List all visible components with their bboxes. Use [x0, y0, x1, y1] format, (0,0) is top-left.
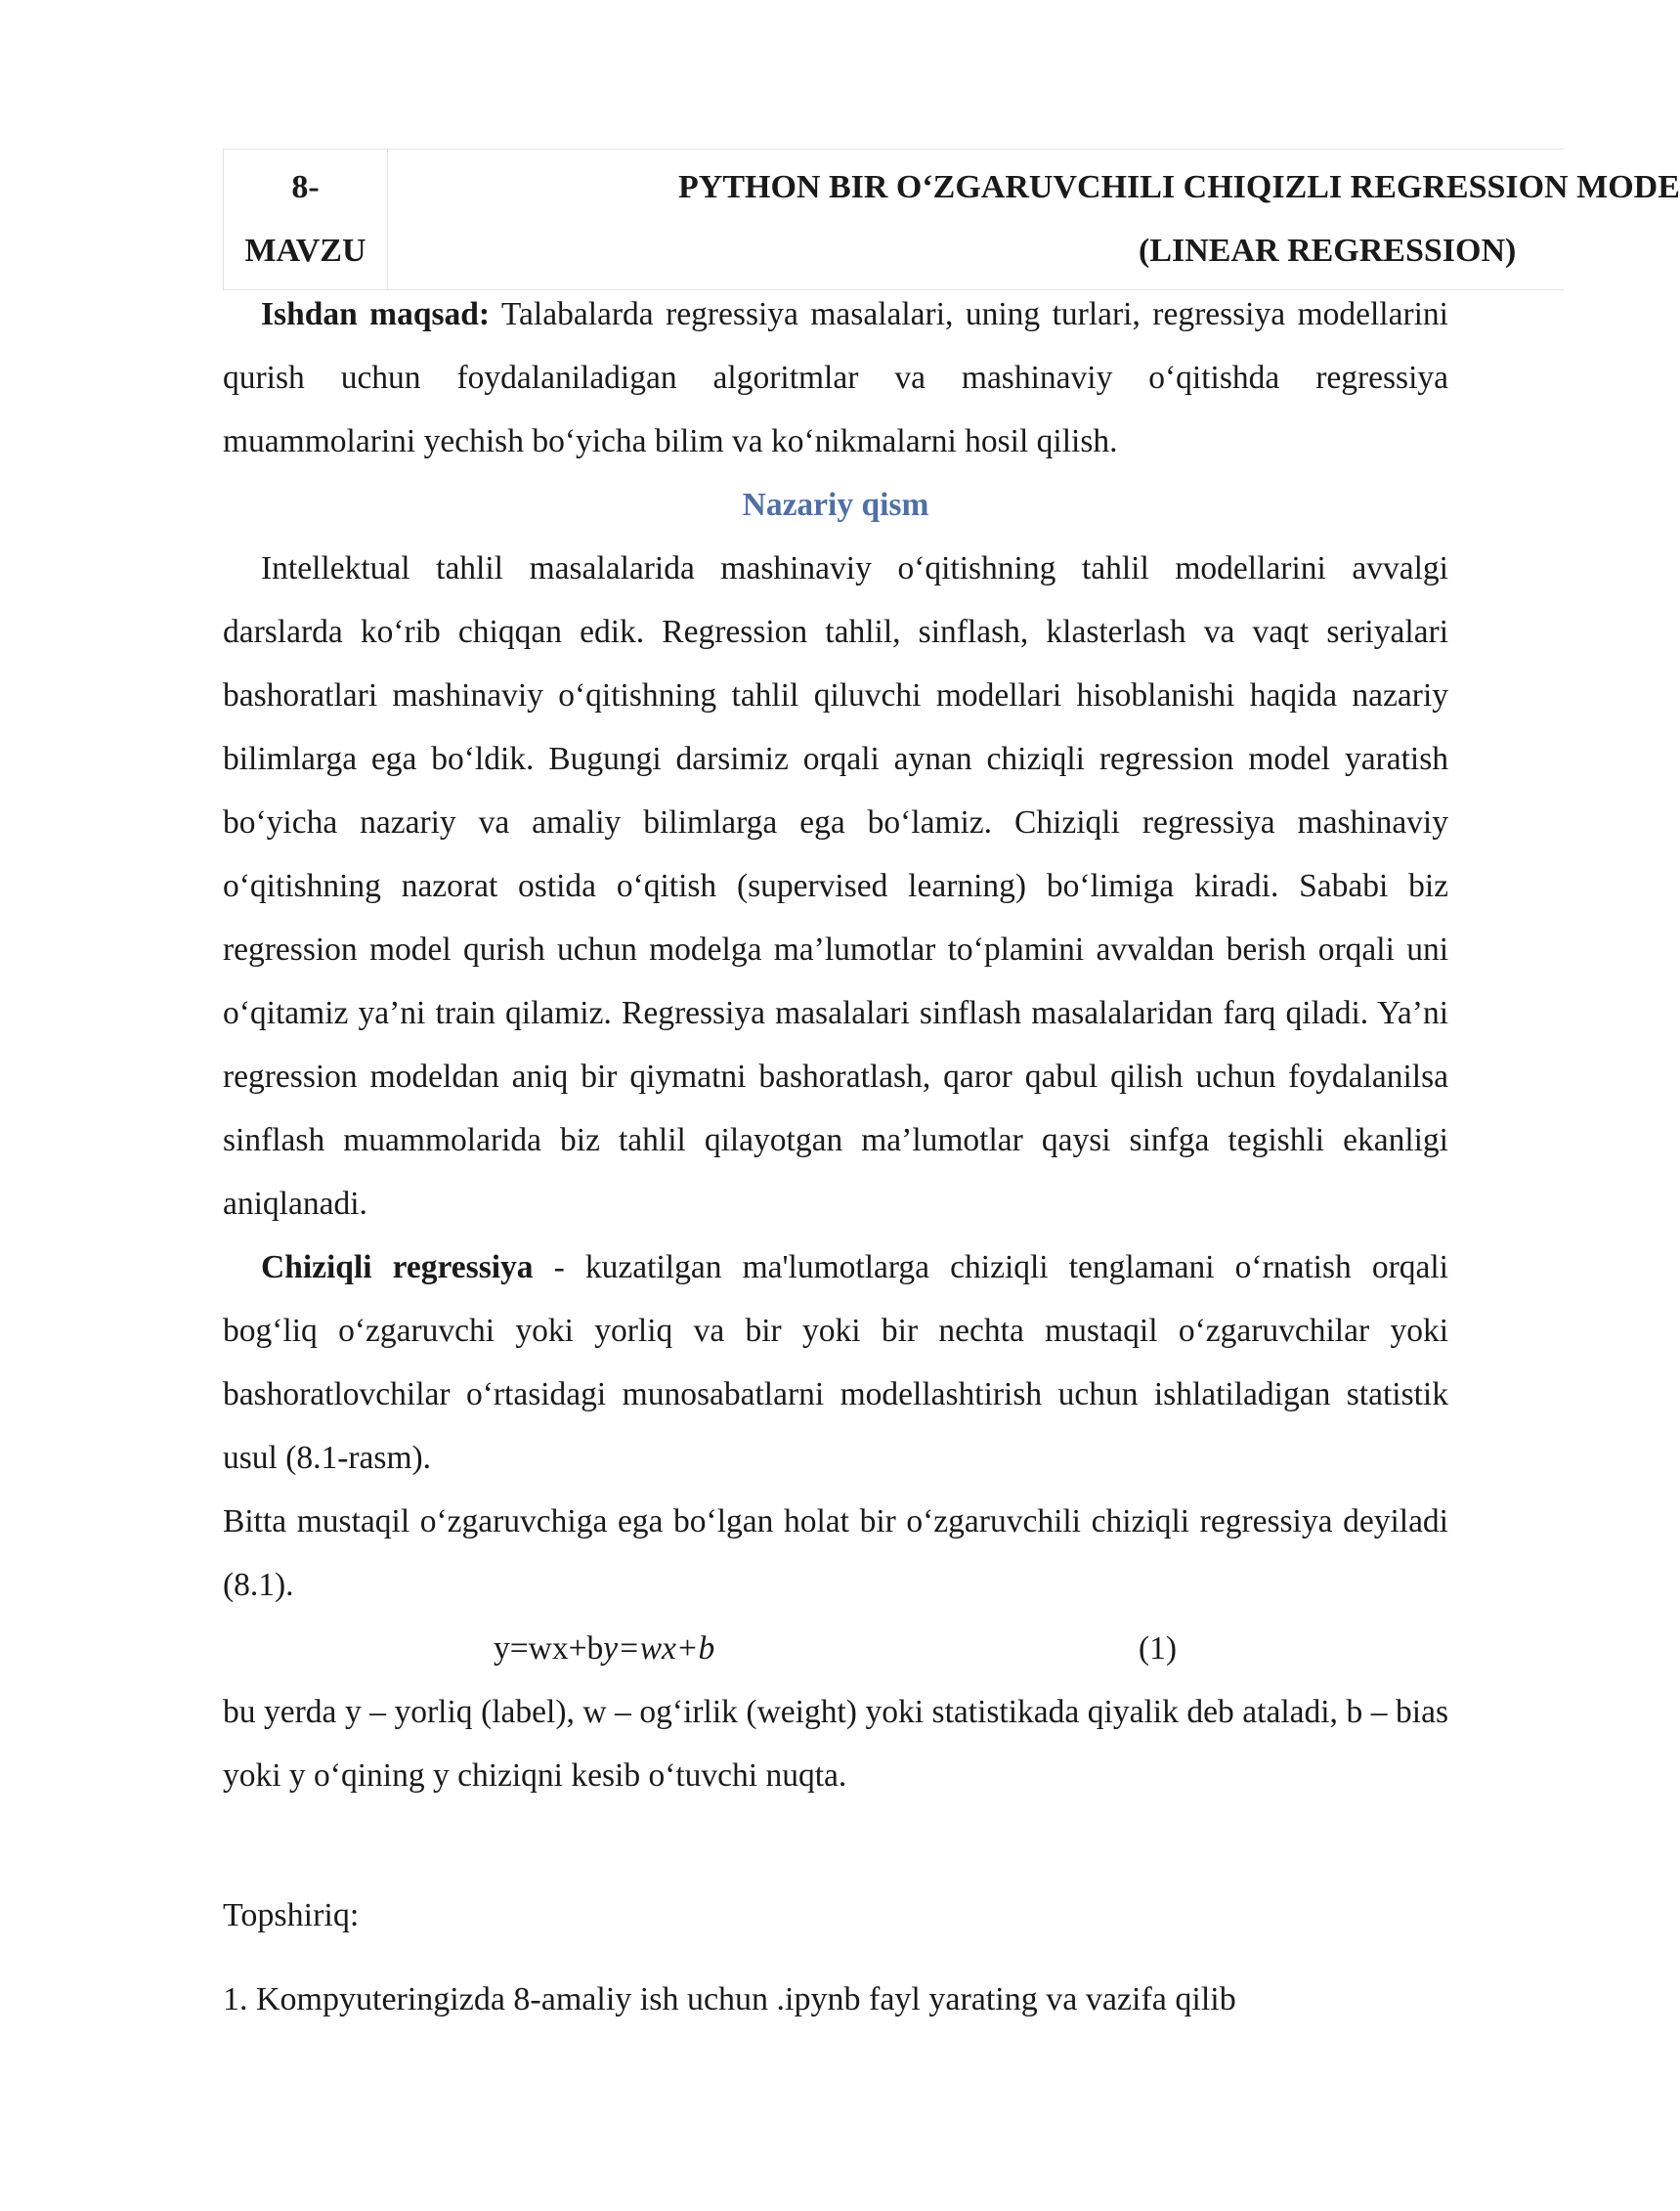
formula-italic: y=wx+b	[603, 1630, 715, 1667]
definition-text: - kuzatilgan ma'lumotlarga chiziqli tenglamani o‘rnatish orqali bog‘liq o‘zgaruvchi yoki yorliq va bir yoki bir nechta mustaqil o‘zgaruvchilar yoki bashoratlovchilar o‘rtasidagi munosabatlarni modellashtirish uchun ishlatiladigan statistik usul (8.1-rasm).	[223, 1249, 1448, 1476]
topic-title-line2: (LINEAR REGRESSION)	[1139, 233, 1517, 269]
document-body	[223, 282, 1448, 1807]
section-heading: Nazariy qism	[742, 487, 929, 523]
paragraph-2: Bitta mustaqil o‘zgaruvchiga ega bo‘lgan holat bir o‘zgaruvchili chiziqli regressiya deyiladi (8.1).	[223, 1503, 1448, 1603]
topic-header-table	[223, 149, 1680, 290]
formula	[494, 1617, 714, 1680]
topic-number: 8-	[291, 169, 320, 205]
task-heading: Topshiriq:	[223, 1897, 360, 1933]
topic-title-cell	[388, 150, 1680, 295]
paragraph-1: Intellektual tahlil masalalarida mashinaviy o‘qitishning tahlil modellarini avvalgi darslarda ko‘rib chiqqan edik. Regression tahlil, sinflash, klasterlash va vaqt seriyalari bashoratlari mashinaviy o‘qitishning tahlil qiluvchi modellari hisoblanishi haqida nazariy bilimlarga ega bo‘ldik. Bugungi darsimiz orqali aynan chiziqli regression model yaratish bo‘yicha nazariy va amaliy bilimlarga ega bo‘lamiz. Chiziqli regressiya mashinaviy o‘qitishning nazorat ostida o‘qitish (supervised learning) bo‘limiga kiradi. Sababi biz regression model qurish uchun modelga ma’lumotlar to‘plamini avvaldan berish orqali uni o‘qitamiz ya’ni train qilamiz. Regressiya masalalari sinflash masalalaridan farq qiladi. Ya’ni regression modeldan aniq bir qiymatni bashoratlash, qaror qabul qilish uchun foydalanilsa sinflash muammolarida biz tahlil qilayotgan ma’lumotlar qaysi sinfga tegishli ekanligi aniqlanadi.	[223, 550, 1448, 1222]
topic-number-cell	[224, 150, 388, 289]
formula-line	[223, 1617, 1448, 1680]
goal-paragraph	[223, 282, 1448, 473]
formula-plain: y=wx+b	[494, 1630, 604, 1667]
definition-term: Chiziqli regressiya	[261, 1249, 534, 1285]
formula-number: (1)	[1139, 1630, 1178, 1667]
goal-label: Ishdan maqsad:	[261, 296, 491, 332]
goal-text: Talabalarda regressiya masalalari, uning turlari, regressiya modellarini qurish uchun foydalaniladigan algoritmlar va mashinaviy o‘qitishda regressiya muammolarini yechish bo‘yicha bilim va ko‘nikmalarni hosil qilish.	[223, 296, 1448, 459]
task-item-1: 1. Kompyuteringizda 8-amaliy ish uchun .ipynb fayl yarating va vazifa qilib	[223, 1981, 1236, 2017]
definition-paragraph	[223, 1236, 1448, 1490]
explanation-paragraph: bu yerda y – yorliq (label), w – og‘irlik (weight) yoki statistikada qiyalik deb ataladi, b – bias yoki y o‘qining y chiziqni kesib o‘tuvchi nuqta.	[223, 1694, 1448, 1794]
topic-word: MAVZU	[244, 233, 366, 269]
topic-title-line1: PYTHON BIR O‘ZGARUVCHILI CHIQIZLI REGRESSION MODE	[678, 169, 1680, 205]
